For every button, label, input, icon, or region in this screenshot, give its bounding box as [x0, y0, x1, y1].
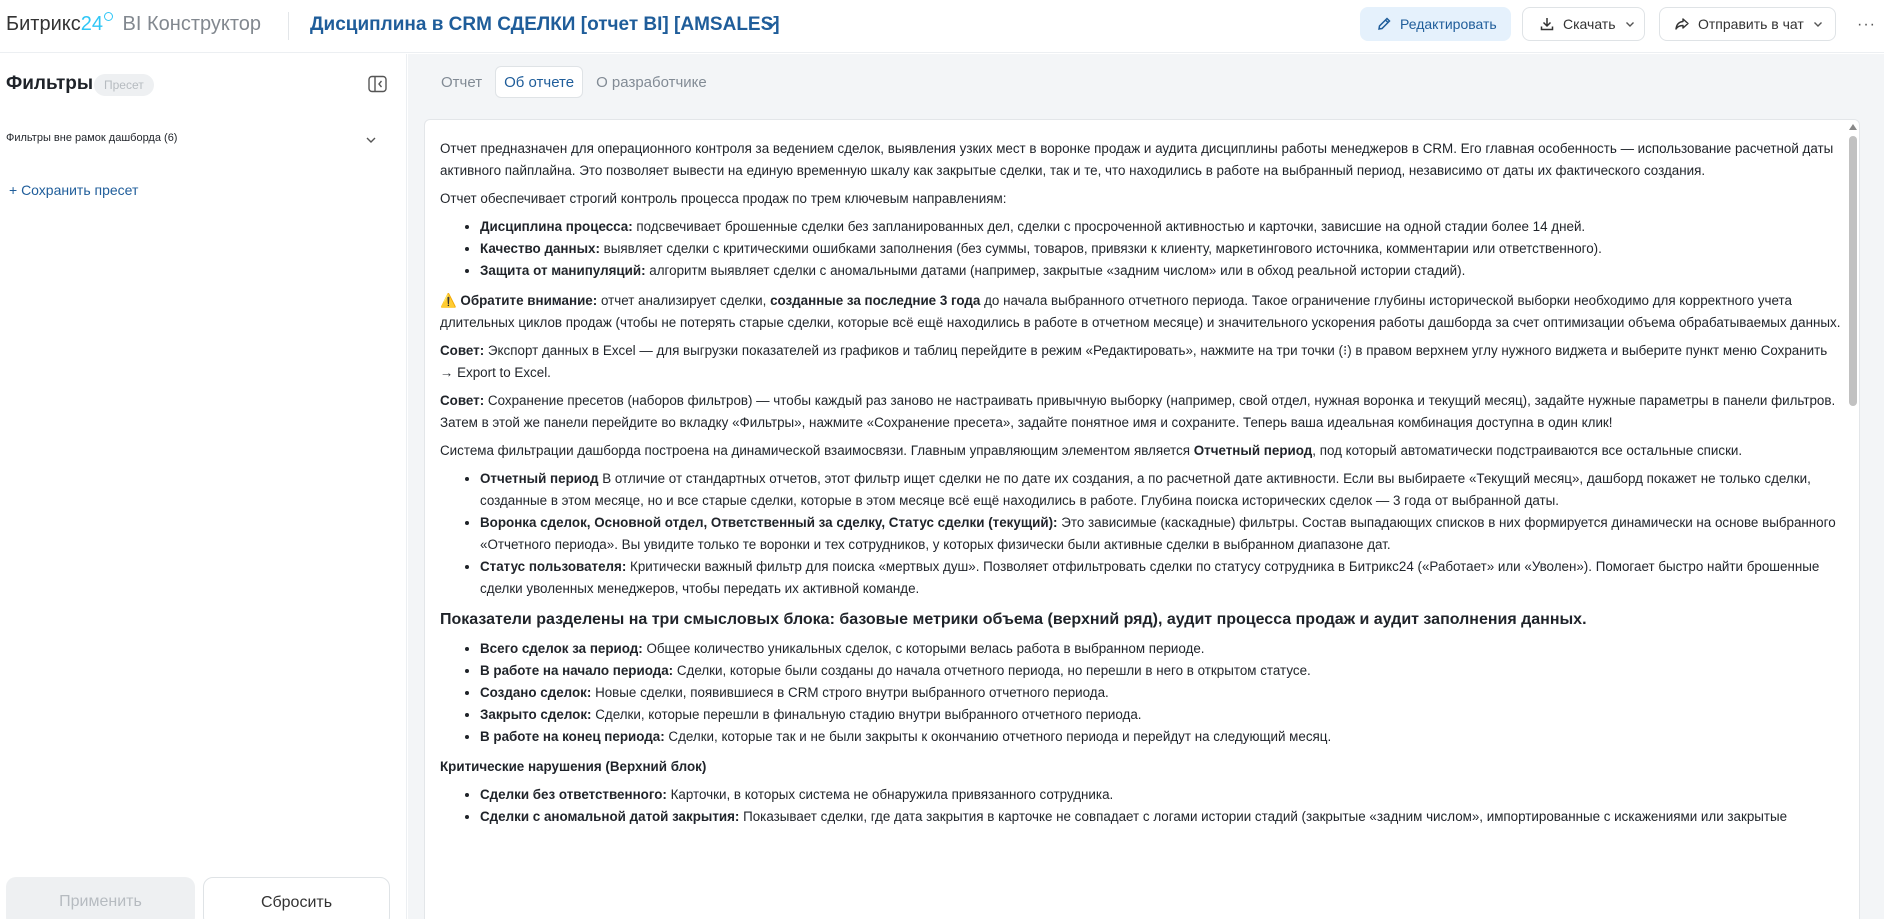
list-item: • В работе на начало периода: Сделки, которые были созданы до начала отчетного периода, но перешли в него в открытом статусе. [480, 660, 1841, 682]
app-logo[interactable] [6, 13, 261, 36]
sidebar-title: Фильтры [6, 73, 94, 94]
reset-button[interactable]: Сбросить [203, 877, 390, 919]
list-item: • Всего сделок за период: Общее количество уникальных сделок, с которыми велась работа в выбранном периоде. [480, 638, 1841, 660]
list-item: • Качество данных: выявляет сделки с критическими ошибками заполнения (без суммы, товаров, привязки к клиенту, маркетингового источника, комментарии или ответственного). [480, 238, 1841, 260]
control-intro: Отчет обеспечивает строгий контроль процесса продаж по трем ключевым направлениям: [440, 191, 1007, 206]
tab-report[interactable]: Отчет [441, 74, 483, 91]
main-area [408, 54, 1884, 919]
preset-badge[interactable]: Пресет [94, 74, 154, 96]
filter-system-paragraph: Система фильтрации дашборда построена на динамической взаимосвязи. Главным управляющим элементом является Отчетный период, под который автоматически подстраиваются все остальные списки. [440, 443, 1743, 458]
save-preset-link[interactable]: + Сохранить пресет [9, 182, 139, 198]
share-icon [1674, 16, 1690, 32]
chevron-down-icon[interactable] [762, 16, 780, 34]
about-report-content [425, 120, 1859, 828]
apply-button[interactable]: Применить [6, 877, 195, 919]
intro-paragraph: Отчет предназначен для операционного контроля за ведением сделок, выявления узких мест в воронке продаж и аудита дисциплины работы менеджеров в CRM. Его главная особенность — использование расчетной даты активного пайплайна. Это позволяет вывести на единую временную шкалу как закрытые сделки, так и те, что находились в работе на выбранный период, независимо от даты их фактического создания. [440, 141, 1834, 178]
download-button[interactable] [1522, 7, 1645, 41]
chevron-down-icon [1812, 18, 1824, 30]
chevron-down-icon [1624, 18, 1636, 30]
list-item: • Сделки без ответственного: Карточки, в которых система не обнаружила привязанного сотрудника. [480, 784, 1841, 806]
header-divider [288, 12, 289, 40]
edit-button[interactable] [1360, 7, 1511, 41]
top-header [0, 0, 1884, 53]
filters-list [480, 468, 1841, 600]
more-options-button[interactable]: ··· [1857, 16, 1876, 33]
pencil-icon [1376, 16, 1392, 32]
list-item: • Создано сделок: Новые сделки, появившиеся в CRM строго внутри выбранного отчетного периода. [480, 682, 1841, 704]
list-item: • Отчетный период В отличие от стандартных отчетов, этот фильтр ищет сделки не по дате их создания, а по расчетной дате активности. Если вы выбираете «Текущий месяц», дашборд покажет не только сделки, созданные в этом месяце, но и все старые сделки, которые в этом месяце всё ещё находились в работе. Глубина поиска исторических сделок — 3 года от выбранной даты. [480, 468, 1841, 512]
scroll-up-arrow-icon[interactable] [1849, 124, 1857, 130]
chevron-down-icon [364, 133, 378, 147]
directions-list [480, 216, 1841, 282]
critical-list [480, 784, 1841, 828]
list-item: • Дисциплина процесса: подсвечивает брошенные сделки без запланированных дел, сделки с просроченной активностью и карточки, зависшие на одной стадии более 14 дней. [480, 216, 1841, 238]
list-item: • Защита от манипуляций: алгоритм выявляет сделки с аномальными датами (например, закрытые «задним числом» или в обход реальной истории стадий). [480, 260, 1841, 282]
tip-excel-paragraph: Совет: Экспорт данных в Excel — для выгрузки показателей из графиков и таблиц перейдите в режим «Редактировать», нажмите на три точки (⁝) в правом верхнем углу нужного виджета и выберите пункт меню Сохранить → Export to Excel. [440, 343, 1828, 380]
report-title[interactable]: Дисциплина в CRM СДЕЛКИ [отчет BI] [AMSALES] [310, 14, 780, 35]
filters-outside-dashboard[interactable] [6, 132, 378, 154]
collapse-sidebar-icon[interactable] [368, 75, 387, 93]
filters-outside-label: Фильтры вне рамок дашборда (6) [6, 132, 178, 144]
about-report-card [424, 119, 1860, 919]
filters-sidebar [0, 54, 407, 919]
send-to-chat-button[interactable] [1659, 7, 1836, 41]
scrollbar[interactable] [1847, 120, 1859, 919]
logo-number: 24 [80, 13, 103, 35]
critical-heading: Критические нарушения (Верхний блок) [440, 759, 707, 774]
send-label: Отправить в чат [1698, 16, 1804, 32]
list-item: • Статус пользователя: Критически важный фильтр для поиска «мертвых душ». Позволяет отфильтровать сделки по статусу сотрудника в Битрикс24 («Работает» или «Уволен»). Помогает быстро найти брошенные сделки уволенных менеджеров, чтобы передать их активной команде. [480, 556, 1841, 600]
metrics-list [480, 638, 1841, 748]
clock-icon [104, 12, 113, 21]
list-item: • Сделки с аномальной датой закрытия: Показывает сделки, где дата закрытия в карточке не совпадает с логами истории стадий (закрытые «задним числом», импортированные с искажениями или закрытые [480, 806, 1841, 828]
report-tabs [432, 66, 716, 98]
list-item: • В работе на конец периода: Сделки, которые так и не были закрыты к окончанию отчетного периода и перейдут на следующий месяц. [480, 726, 1841, 748]
edit-label: Редактировать [1400, 16, 1497, 32]
tab-about-developer[interactable]: О разработчике [596, 74, 707, 91]
logo-brand: Битрикс [6, 13, 81, 35]
warning-icon: ⚠️ [440, 293, 457, 308]
metrics-heading: Показатели разделены на три смысловых блока: базовые метрики объема (верхний ряд), аудит процесса продаж и аудит заполнения данных. [440, 611, 1587, 628]
list-item: • Закрыто сделок: Сделки, которые перешли в финальную стадию внутри выбранного отчетного периода. [480, 704, 1841, 726]
tip-presets-paragraph: Совет: Сохранение пресетов (наборов фильтров) — чтобы каждый раз заново не настраивать привычную выборку (например, свой отдел, нужная воронка и текущий месяц), задайте нужные параметры в панели фильтров. Затем в этой же панели перейдите во вкладку «Фильтры», нажмите «Сохранение пресета», задайте понятное имя и сохраните. Теперь ваша идеальная комбинация доступна в один клик! [440, 393, 1836, 430]
list-item: • Воронка сделок, Основной отдел, Ответственный за сделку, Статус сделки (текущий): Это зависимые (каскадные) фильтры. Состав выпадающих списков в них формируется динамически на основе выбранного «Отчетного периода». Вы увидите только те воронки и тех сотрудников, у которых физически были активные сделки в выбранном диапазоне дат. [480, 512, 1841, 556]
logo-product: BI Конструктор [122, 13, 262, 35]
download-label: Скачать [1563, 16, 1616, 32]
scrollbar-thumb[interactable] [1849, 136, 1857, 406]
warning-paragraph: ⚠️ Обратите внимание: отчет анализирует сделки, созданные за последние 3 года до начала выбранного отчетного периода. Такое ограничение глубины исторической выборки необходимо для корректного учета длительных циклов продаж (чтобы не потерять старые сделки, которые всё ещё находились в работе в отчетном месяце) и значительного ускорения работы дашборда за счет оптимизации объема обрабатываемых данных. [440, 293, 1841, 330]
tab-about-report[interactable]: Об отчете [495, 66, 583, 98]
download-icon [1539, 16, 1555, 32]
